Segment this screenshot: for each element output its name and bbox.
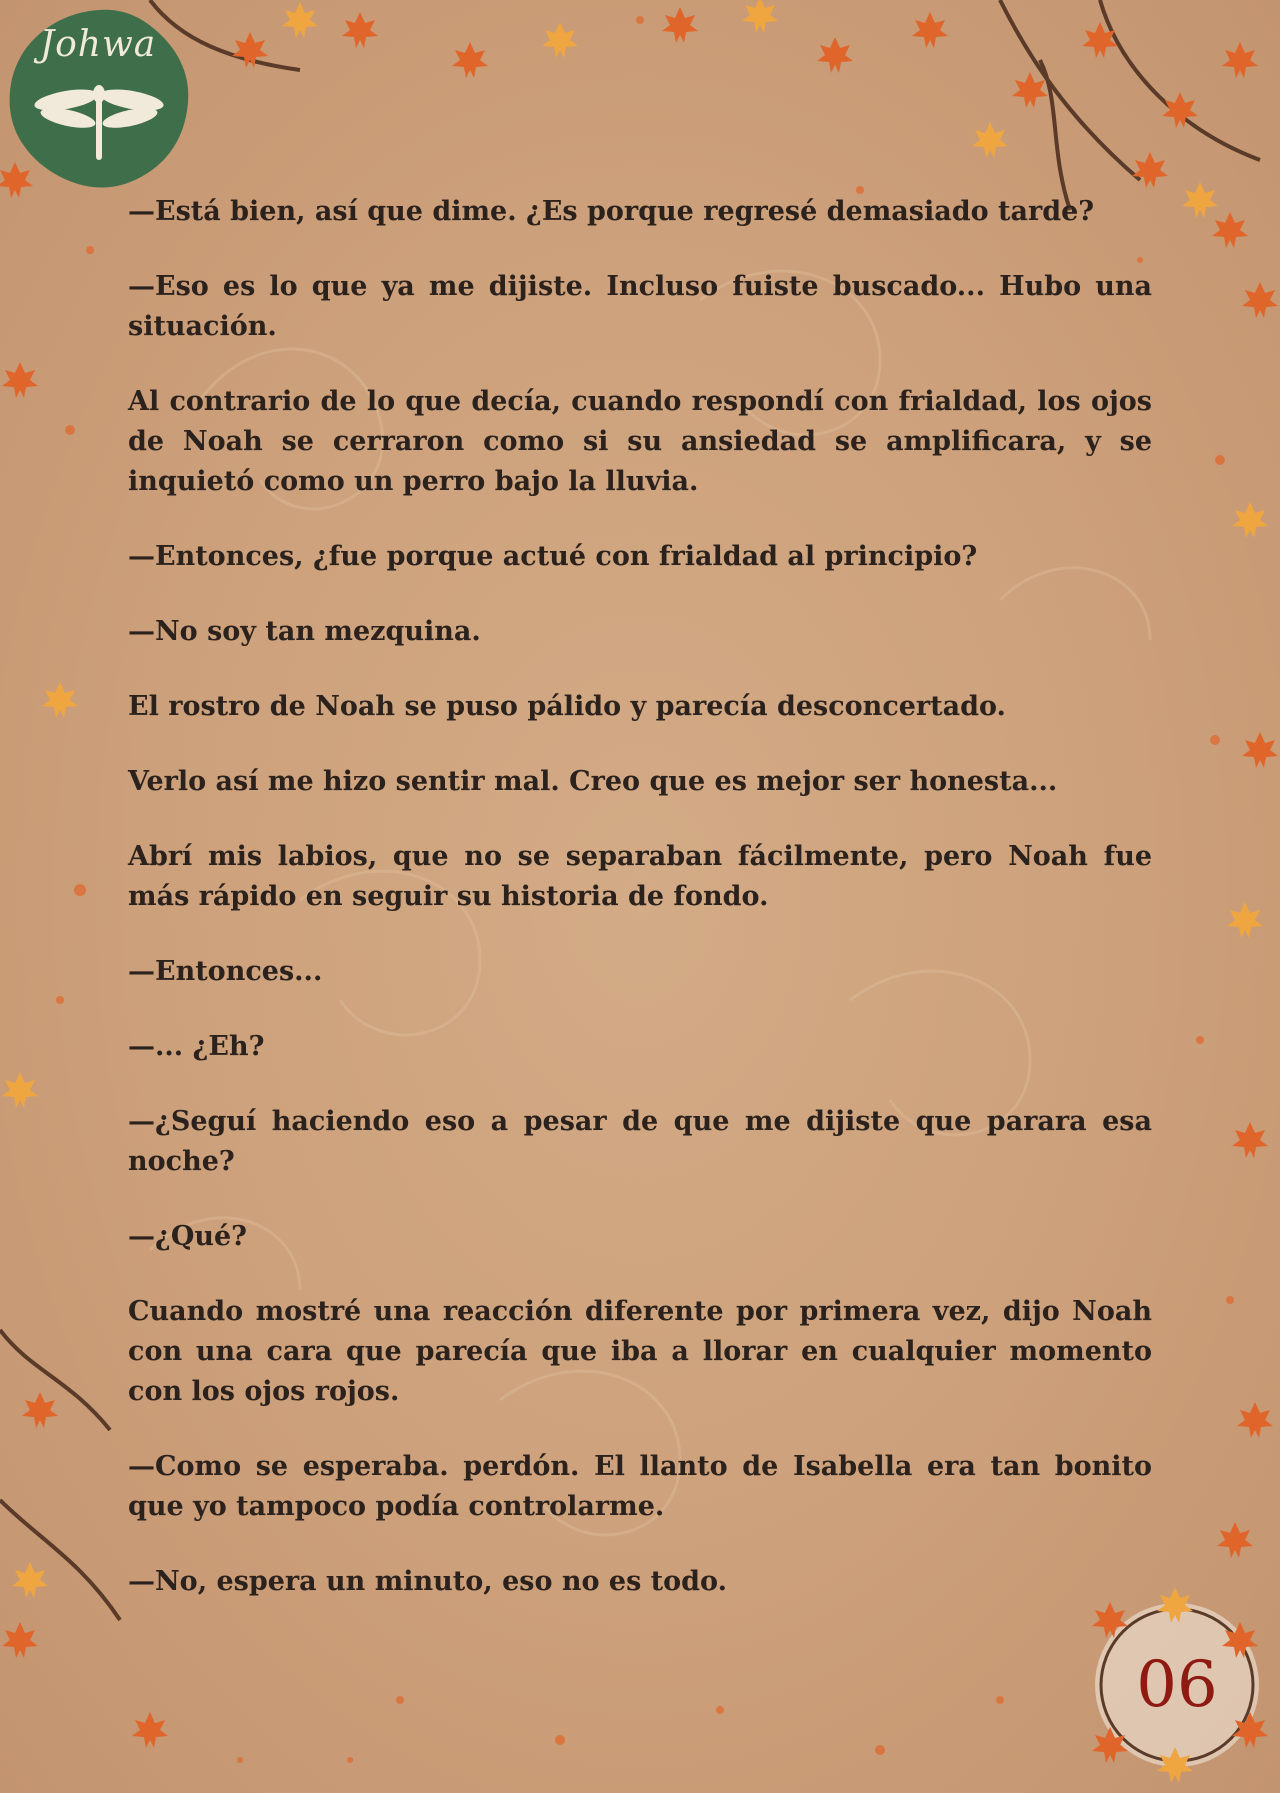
paragraph: —Eso es lo que ya me dijiste. Incluso fuiste buscado... Hubo una situación. <box>128 271 1152 342</box>
paragraph: Abrí mis labios, que no se separaban fácilmente, pero Noah fue más rápido en seguir su historia de fondo. <box>128 841 1152 912</box>
paragraph: Verlo así me hizo sentir mal. Creo que es mejor ser honesta... <box>128 766 1058 797</box>
paragraph: —No soy tan mezquina. <box>128 616 481 647</box>
paragraph: Cuando mostré una reacción diferente por primera vez, dijo Noah con una cara que parecía que iba a llorar en cualquier momento con los ojos rojos. <box>128 1296 1152 1407</box>
story-text <box>128 192 1152 1637</box>
paragraph: —Está bien, así que dime. ¿Es porque regresé demasiado tarde? <box>128 196 1095 227</box>
page-number: 06 <box>1136 1648 1218 1722</box>
paragraph: —¿Qué? <box>128 1221 247 1252</box>
logo-text: Johwa <box>39 24 157 65</box>
paragraph: Al contrario de lo que decía, cuando respondí con frialdad, los ojos de Noah se cerraron como si su ansiedad se amplificara, y se inquietó como un perro bajo la lluvia. <box>128 386 1152 497</box>
paragraph: —No, espera un minuto, eso no es todo. <box>128 1566 727 1597</box>
paragraph: —Entonces, ¿fue porque actué con frialdad al principio? <box>128 541 978 572</box>
paragraph: —¿Seguí haciendo eso a pesar de que me dijiste que parara esa noche? <box>128 1106 1152 1177</box>
paragraph: —... ¿Eh? <box>128 1031 265 1062</box>
paragraph: —Entonces... <box>128 956 323 987</box>
paragraph: El rostro de Noah se puso pálido y parecía desconcertado. <box>128 691 1006 722</box>
paragraph: —Como se esperaba. perdón. El llanto de Isabella era tan bonito que yo tampoco podía controlarme. <box>128 1451 1152 1522</box>
